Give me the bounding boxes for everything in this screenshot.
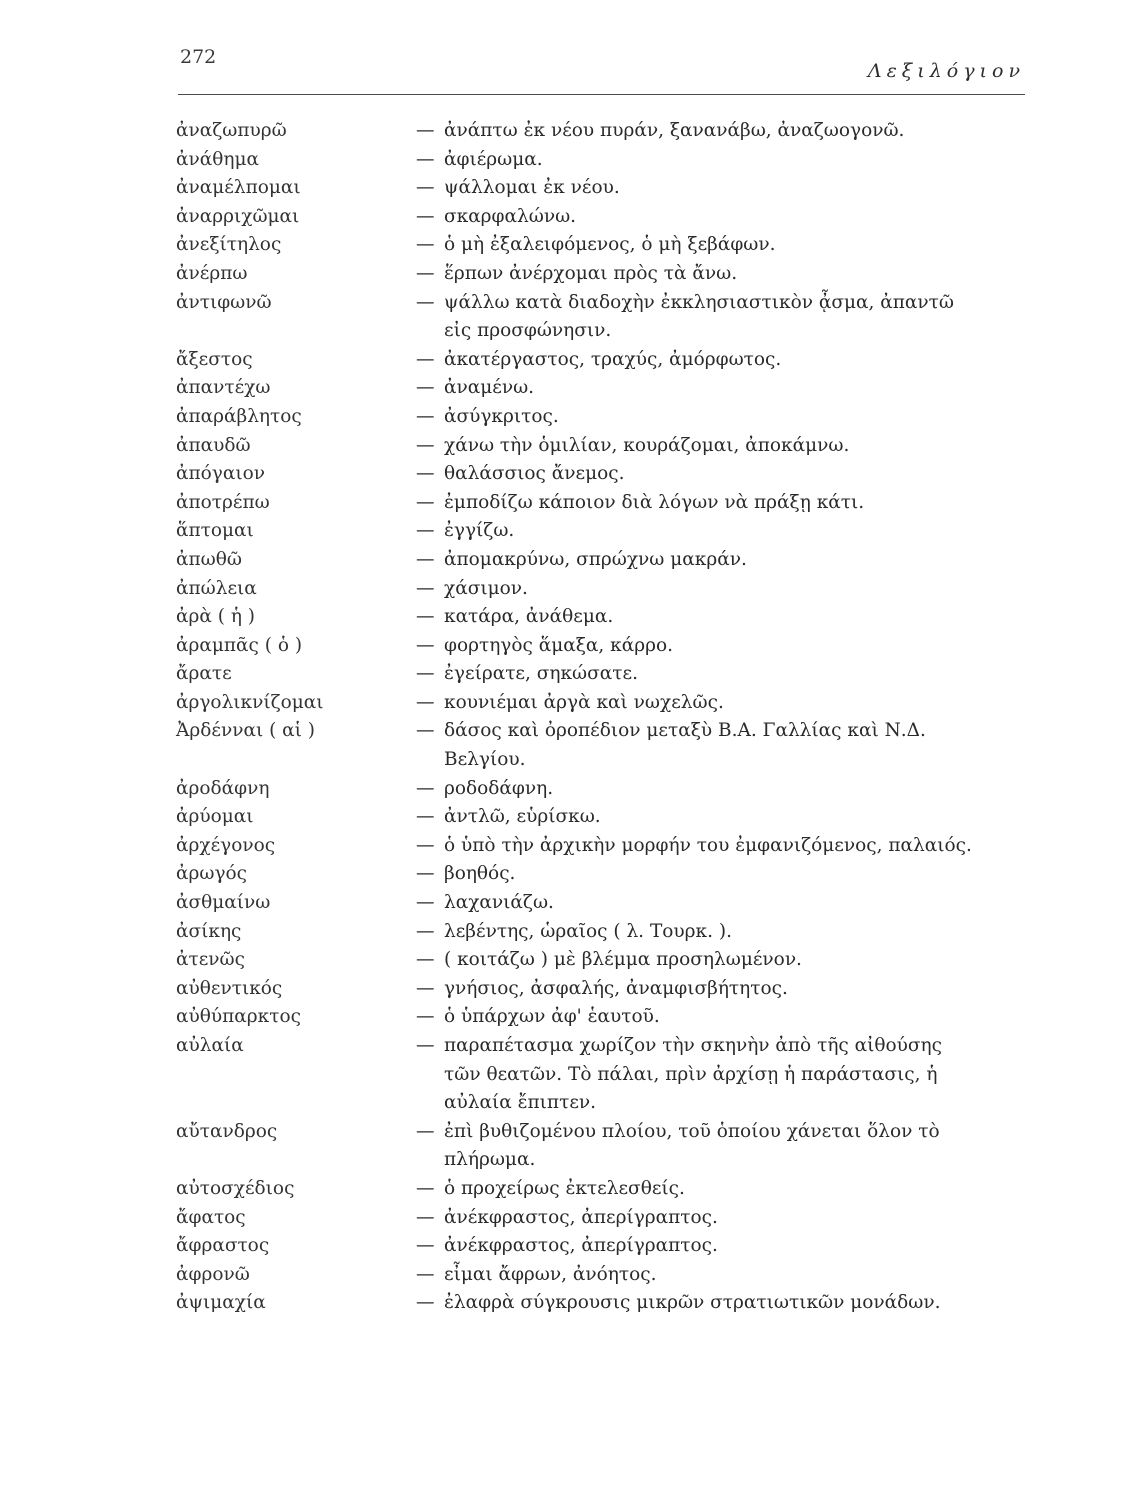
glossary-entry bbox=[158, 117, 1038, 146]
definition bbox=[416, 489, 1038, 518]
definition bbox=[416, 1032, 1038, 1061]
glossary-entry bbox=[158, 432, 1038, 461]
glossary-entry bbox=[158, 775, 1038, 804]
definition bbox=[416, 889, 1038, 918]
definition-text: ( κοιτάζω ) μὲ βλέμμα προσηλωμένον. bbox=[444, 949, 802, 971]
definition-text: ψάλλω κατὰ διαδοχὴν ἐκκλησιαστικὸν ᾆσμα, ἀπαντῶ bbox=[444, 291, 954, 313]
definition-text: ἐλαφρὰ σύγκρουσις μικρῶν στρατιωτικῶν μονάδων. bbox=[444, 1292, 941, 1314]
header-rule bbox=[178, 94, 1025, 95]
definition bbox=[416, 260, 1038, 289]
em-dash: — bbox=[416, 920, 435, 942]
glossary-entry bbox=[158, 203, 1038, 232]
definition-text: ἀνέκφραστος, ἀπερίγραπτος. bbox=[444, 1235, 718, 1257]
em-dash: — bbox=[416, 1235, 435, 1257]
headword: ἀσίκης bbox=[176, 920, 242, 942]
running-title: Λεξιλόγιον bbox=[867, 60, 1025, 82]
definition bbox=[416, 689, 1038, 718]
definition bbox=[416, 860, 1038, 889]
em-dash: — bbox=[416, 1120, 435, 1142]
headword: ἀπόγαιον bbox=[176, 463, 265, 485]
definition bbox=[416, 1118, 1038, 1147]
glossary-entry bbox=[158, 460, 1038, 489]
headword: ἀργολικνίζομαι bbox=[176, 691, 324, 713]
em-dash: — bbox=[416, 777, 435, 799]
em-dash: — bbox=[416, 949, 435, 971]
definition bbox=[416, 603, 1038, 632]
definition bbox=[416, 289, 1038, 318]
headword: ἀραμπᾶς ( ὁ ) bbox=[176, 634, 303, 656]
em-dash: — bbox=[416, 120, 435, 141]
page-number: 272 bbox=[180, 46, 217, 68]
definition-text: ἀπομακρύνω, σπρώχνω μακράν. bbox=[444, 548, 747, 570]
glossary-entry bbox=[158, 1261, 1038, 1290]
definition-text: Βελγίου. bbox=[444, 749, 526, 771]
definition bbox=[416, 832, 1038, 861]
definition-text: ἀσύγκριτος. bbox=[444, 405, 559, 427]
definition bbox=[416, 717, 1038, 746]
em-dash: — bbox=[416, 148, 435, 170]
definition-text: ὁ ὑπάρχων ἀφ' ἑαυτοῦ. bbox=[444, 1006, 660, 1028]
glossary-entry bbox=[158, 860, 1038, 889]
em-dash: — bbox=[416, 234, 435, 256]
definition-text: πλήρωμα. bbox=[444, 1149, 536, 1171]
glossary-entry bbox=[158, 1089, 1038, 1118]
glossary-entry bbox=[158, 317, 1038, 346]
glossary-entry bbox=[158, 1204, 1038, 1233]
em-dash: — bbox=[416, 606, 435, 628]
em-dash: — bbox=[416, 434, 435, 456]
definition bbox=[416, 575, 1038, 604]
glossary-entry bbox=[158, 403, 1038, 432]
em-dash: — bbox=[416, 177, 435, 199]
headword: αὔτανδρος bbox=[176, 1120, 278, 1142]
headword: αὐλαία bbox=[176, 1035, 244, 1056]
definition-text: ἐγείρατε, σηκώσατε. bbox=[444, 663, 638, 685]
definition-text: ἀναμένω. bbox=[444, 377, 535, 399]
glossary-entry bbox=[158, 517, 1038, 546]
em-dash: — bbox=[416, 1292, 435, 1314]
headword: αὐθεντικός bbox=[176, 977, 283, 999]
definition bbox=[416, 1089, 1038, 1118]
glossary-entry bbox=[158, 1175, 1038, 1204]
em-dash: — bbox=[416, 463, 435, 485]
definition-text: ἐμποδίζω κάποιον διὰ λόγων νὰ πράξῃ κάτι. bbox=[444, 491, 865, 513]
headword: ἀφρονῶ bbox=[176, 1263, 250, 1285]
glossary-entry bbox=[158, 1118, 1038, 1147]
definition-text: χάσιμον. bbox=[444, 577, 528, 599]
definition-text: ἀνέκφραστος, ἀπερίγραπτος. bbox=[444, 1206, 718, 1228]
glossary-list bbox=[158, 117, 1038, 1318]
headword: ἅπτομαι bbox=[176, 520, 254, 542]
headword-spacer bbox=[158, 317, 416, 346]
definition-text: ἀκατέργαστος, τραχύς, ἀμόρφωτος. bbox=[444, 348, 782, 370]
em-dash: — bbox=[416, 405, 435, 427]
headword: ἀρύομαι bbox=[176, 806, 254, 828]
em-dash: — bbox=[416, 977, 435, 999]
headword: ἀρχέγονος bbox=[176, 834, 276, 856]
definition bbox=[416, 1204, 1038, 1233]
definition bbox=[416, 975, 1038, 1004]
glossary-entry bbox=[158, 918, 1038, 947]
glossary-entry bbox=[158, 975, 1038, 1004]
definition bbox=[416, 1146, 1038, 1175]
definition-text: ἕρπων ἀνέρχομαι πρὸς τὰ ἄνω. bbox=[444, 262, 738, 284]
definition bbox=[416, 517, 1038, 546]
definition bbox=[416, 632, 1038, 661]
em-dash: — bbox=[416, 577, 435, 599]
definition-text: τῶν θεατῶν. Τὸ πάλαι, πρὶν ἀρχίσῃ ἡ παράστασις, ἡ bbox=[444, 1063, 938, 1085]
glossary-entry bbox=[158, 231, 1038, 260]
glossary-entry bbox=[158, 717, 1038, 746]
em-dash: — bbox=[416, 634, 435, 656]
glossary-entry bbox=[158, 346, 1038, 375]
em-dash: — bbox=[416, 892, 435, 914]
definition-text: λεβέντης, ὡραῖος ( λ. Τουρκ. ). bbox=[444, 920, 732, 942]
glossary-entry bbox=[158, 1032, 1038, 1061]
glossary-entry bbox=[158, 546, 1038, 575]
definition bbox=[416, 803, 1038, 832]
definition bbox=[416, 1232, 1038, 1261]
definition-text: εἶμαι ἄφρων, ἀνόητος. bbox=[444, 1263, 657, 1285]
em-dash: — bbox=[416, 834, 435, 856]
definition bbox=[416, 374, 1038, 403]
headword: ἀρωγός bbox=[176, 863, 248, 885]
definition bbox=[416, 1175, 1038, 1204]
definition-text: ἀνάπτω ἐκ νέου πυράν, ξανανάβω, ἀναζωογονῶ. bbox=[444, 120, 905, 141]
headword: ἀπωθῶ bbox=[176, 548, 242, 570]
headword: ἀναρριχῶμαι bbox=[176, 205, 300, 227]
glossary-entry bbox=[158, 603, 1038, 632]
em-dash: — bbox=[416, 863, 435, 885]
headword: ἀσθμαίνω bbox=[176, 892, 271, 914]
headword: ἀνάθημα bbox=[176, 148, 259, 170]
headword: ἀρὰ ( ἡ ) bbox=[176, 606, 256, 628]
definition-text: ὁ μὴ ἐξαλειφόμενος, ὁ μὴ ξεβάφων. bbox=[444, 234, 776, 256]
em-dash: — bbox=[416, 1206, 435, 1228]
definition bbox=[416, 1003, 1038, 1032]
glossary-entry bbox=[158, 146, 1038, 175]
definition-text: ψάλλομαι ἐκ νέου. bbox=[444, 177, 620, 199]
definition-text: γνήσιος, ἀσφαλής, ἀναμφισβήτητος. bbox=[444, 977, 788, 999]
definition bbox=[416, 918, 1038, 947]
glossary-entry bbox=[158, 289, 1038, 318]
headword-spacer bbox=[158, 1089, 416, 1118]
em-dash: — bbox=[416, 663, 435, 685]
definition-text: σκαρφαλώνω. bbox=[444, 205, 577, 227]
headword: ἀπαυδῶ bbox=[176, 434, 251, 456]
definition-text: ὁ ὑπὸ τὴν ἀρχικὴν μορφήν του ἐμφανιζόμενος, παλαιός. bbox=[444, 834, 972, 856]
em-dash: — bbox=[416, 691, 435, 713]
headword-spacer bbox=[158, 1146, 416, 1175]
definition-text: κατάρα, ἀνάθεμα. bbox=[444, 606, 614, 628]
definition-text: ροδοδάφνη. bbox=[444, 777, 554, 799]
em-dash: — bbox=[416, 1006, 435, 1028]
definition bbox=[416, 1261, 1038, 1290]
headword: ἀπαντέχω bbox=[176, 377, 271, 399]
em-dash: — bbox=[416, 1035, 435, 1056]
glossary-entry bbox=[158, 260, 1038, 289]
definition bbox=[416, 946, 1038, 975]
definition-text: λαχανιάζω. bbox=[444, 892, 554, 914]
definition-text: κουνιέμαι ἀργὰ καὶ νωχελῶς. bbox=[444, 691, 724, 713]
definition-text: ἐγγίζω. bbox=[444, 520, 515, 542]
definition-text: θαλάσσιος ἄνεμος. bbox=[444, 463, 625, 485]
headword: ἄφατος bbox=[176, 1206, 246, 1228]
em-dash: — bbox=[416, 291, 435, 313]
definition bbox=[416, 117, 1038, 146]
definition-text: φορτηγὸς ἅμαξα, κάρρο. bbox=[444, 634, 674, 656]
glossary-entry bbox=[158, 746, 1038, 775]
em-dash: — bbox=[416, 1177, 435, 1199]
em-dash: — bbox=[416, 205, 435, 227]
headword: ἀψιμαχία bbox=[176, 1292, 266, 1314]
headword: ἄξεστος bbox=[176, 348, 253, 370]
definition-text: δάσος καὶ ὀροπέδιον μεταξὺ Β.Α. Γαλλίας καὶ Ν.Δ. bbox=[444, 720, 926, 742]
definition bbox=[416, 317, 1038, 346]
definition-text: αὐλαία ἔπιπτεν. bbox=[444, 1092, 597, 1114]
glossary-entry bbox=[158, 832, 1038, 861]
headword: ἀπώλεια bbox=[176, 577, 257, 599]
glossary-entry bbox=[158, 803, 1038, 832]
headword: ἀποτρέπω bbox=[176, 491, 270, 513]
definition bbox=[416, 1061, 1038, 1090]
glossary-entry bbox=[158, 174, 1038, 203]
definition-text: ὁ προχείρως ἐκτελεσθείς. bbox=[444, 1177, 685, 1199]
headword: ἄφραστος bbox=[176, 1235, 270, 1257]
headword-spacer bbox=[158, 746, 416, 775]
definition bbox=[416, 1289, 1038, 1318]
em-dash: — bbox=[416, 1263, 435, 1285]
glossary-entry bbox=[158, 889, 1038, 918]
definition bbox=[416, 546, 1038, 575]
definition bbox=[416, 660, 1038, 689]
glossary-entry bbox=[158, 1061, 1038, 1090]
definition bbox=[416, 403, 1038, 432]
headword: ἀτενῶς bbox=[176, 949, 246, 971]
em-dash: — bbox=[416, 491, 435, 513]
definition bbox=[416, 346, 1038, 375]
em-dash: — bbox=[416, 262, 435, 284]
headword: ἀπαράβλητος bbox=[176, 405, 302, 427]
headword-spacer bbox=[158, 1061, 416, 1090]
glossary-entry bbox=[158, 1289, 1038, 1318]
glossary-entry bbox=[158, 489, 1038, 518]
definition bbox=[416, 775, 1038, 804]
glossary-entry bbox=[158, 374, 1038, 403]
definition-text: ἀφιέρωμα. bbox=[444, 148, 543, 170]
em-dash: — bbox=[416, 720, 435, 742]
definition-text: χάνω τὴν ὁμιλίαν, κουράζομαι, ἀποκάμνω. bbox=[444, 434, 850, 456]
headword: ἄρατε bbox=[176, 663, 232, 685]
definition bbox=[416, 146, 1038, 175]
headword: Ἀρδένναι ( αἱ ) bbox=[176, 720, 316, 742]
headword: ἀναζωπυρῶ bbox=[176, 120, 287, 141]
em-dash: — bbox=[416, 348, 435, 370]
definition-text: παραπέτασμα χωρίζον τὴν σκηνὴν ἀπὸ τῆς αἰθούσης bbox=[444, 1035, 942, 1056]
definition bbox=[416, 460, 1038, 489]
glossary-entry bbox=[158, 1003, 1038, 1032]
glossary-entry bbox=[158, 689, 1038, 718]
definition-text: εἰς προσφώνησιν. bbox=[444, 320, 612, 342]
glossary-entry bbox=[158, 1232, 1038, 1261]
headword: ἀροδάφνη bbox=[176, 777, 270, 799]
em-dash: — bbox=[416, 520, 435, 542]
definition-text: ἀντλῶ, εὑρίσκω. bbox=[444, 806, 601, 828]
em-dash: — bbox=[416, 377, 435, 399]
em-dash: — bbox=[416, 806, 435, 828]
headword: ἀνέρπω bbox=[176, 262, 248, 284]
definition bbox=[416, 203, 1038, 232]
glossary-entry bbox=[158, 1146, 1038, 1175]
definition bbox=[416, 746, 1038, 775]
definition bbox=[416, 432, 1038, 461]
headword: αὐτοσχέδιος bbox=[176, 1177, 295, 1199]
definition-text: βοηθός. bbox=[444, 863, 516, 885]
definition bbox=[416, 231, 1038, 260]
headword: ἀνεξίτηλος bbox=[176, 234, 282, 256]
em-dash: — bbox=[416, 548, 435, 570]
definition-text: ἐπὶ βυθιζομένου πλοίου, τοῦ ὁποίου χάνεται ὅλον τὸ bbox=[444, 1120, 940, 1142]
headword: ἀναμέλπομαι bbox=[176, 177, 301, 199]
definition bbox=[416, 174, 1038, 203]
headword: ἀντιφωνῶ bbox=[176, 291, 272, 313]
glossary-entry bbox=[158, 660, 1038, 689]
glossary-entry bbox=[158, 575, 1038, 604]
glossary-entry bbox=[158, 632, 1038, 661]
glossary-entry bbox=[158, 946, 1038, 975]
headword: αὐθύπαρκτος bbox=[176, 1006, 301, 1028]
